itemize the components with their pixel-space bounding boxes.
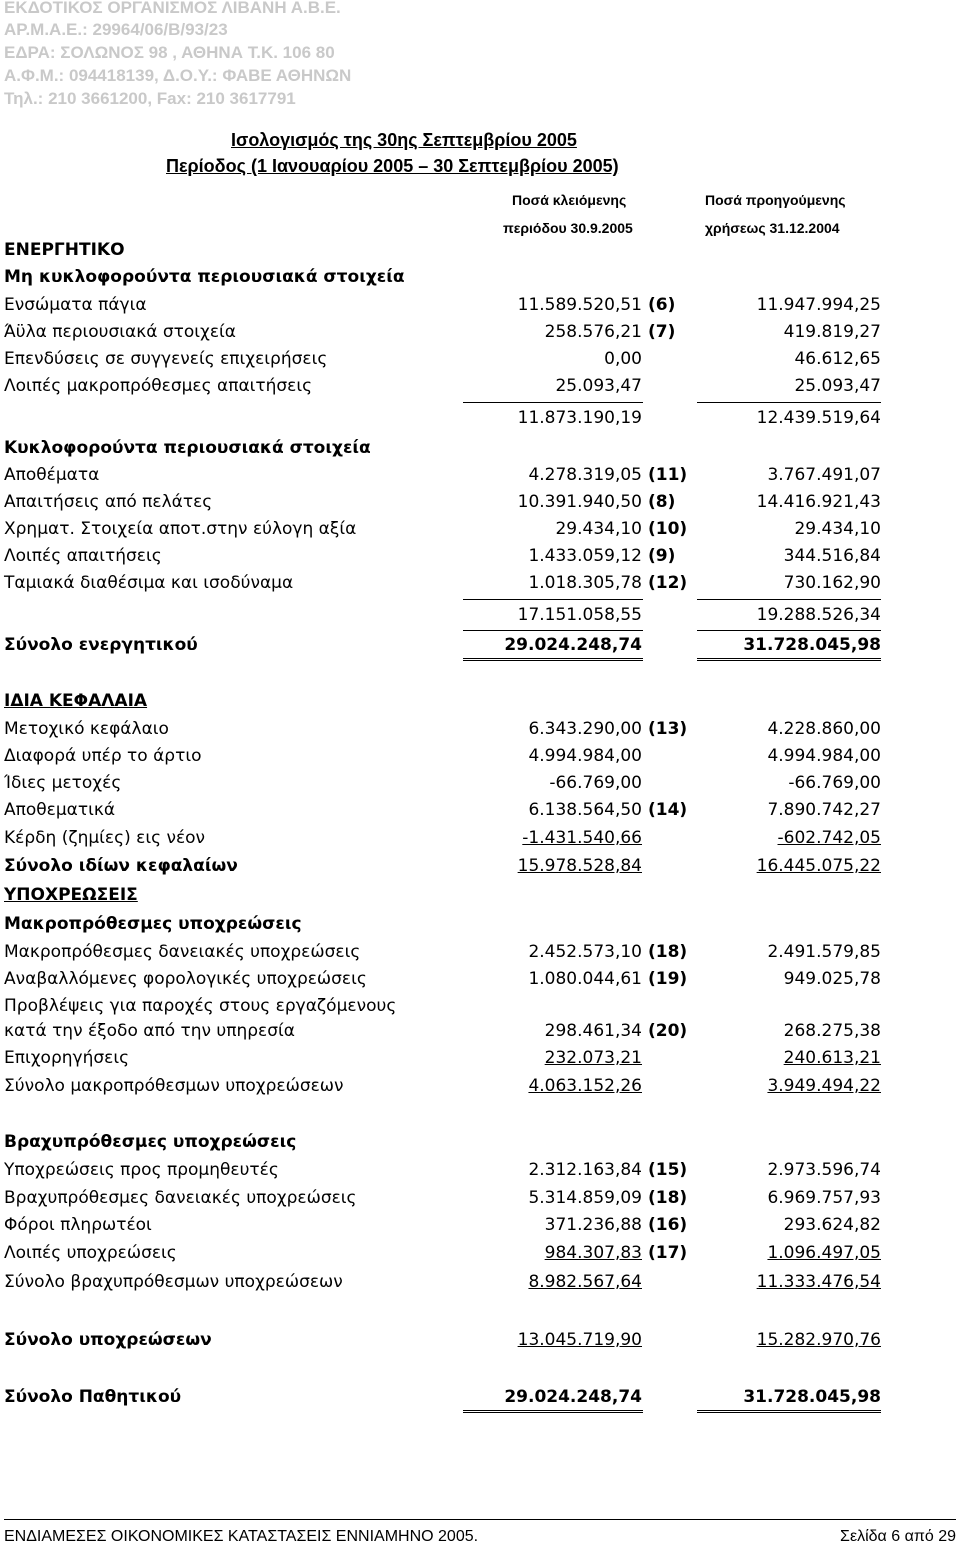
row-previous-value: 25.093,47 bbox=[794, 376, 881, 396]
row-label: κατά την έξοδο από την υπηρεσία bbox=[4, 1021, 295, 1041]
table-row bbox=[0, 940, 960, 964]
table-row bbox=[0, 1186, 960, 1210]
subtotal-current-value: 17.151.058,55 bbox=[517, 605, 642, 625]
row-note-ref: (12) bbox=[648, 573, 688, 593]
row-previous-value: 4.994.984,00 bbox=[767, 746, 881, 766]
row-label: Ενσώματα πάγια bbox=[4, 295, 147, 315]
row-current-value: 1.080.044,61 bbox=[528, 969, 642, 989]
subtotal-label: Σύνολο βραχυπρόθεσμων υποχρεώσεων bbox=[4, 1272, 343, 1292]
row-label: Λοιπές απαιτήσεις bbox=[4, 546, 162, 566]
table-row bbox=[0, 717, 960, 741]
company-name: ΕΚΔΟΤΙΚΟΣ ΟΡΓΑΝΙΣΜΟΣ ΛΙΒΑΝΗ Α.Β.Ε. bbox=[4, 0, 341, 17]
table-row bbox=[0, 347, 960, 371]
total-previous-value: 16.445.075,22 bbox=[756, 856, 881, 876]
subtotal-previous-value: 3.949.494,22 bbox=[767, 1076, 881, 1096]
row-note-ref: (14) bbox=[648, 800, 688, 820]
row-note-ref: (20) bbox=[648, 1021, 688, 1041]
table-row bbox=[0, 1046, 960, 1070]
row-note-ref: (15) bbox=[648, 1160, 688, 1180]
table-row bbox=[0, 293, 960, 317]
row-current-value: 11.589.520,51 bbox=[517, 295, 642, 315]
section-heading-assets: ΕΝΕΡΓΗΤΙΚΟ bbox=[4, 240, 125, 260]
subtotal-current-value: 8.982.567,64 bbox=[528, 1272, 642, 1292]
row-label: Επιχορηγήσεις bbox=[4, 1048, 130, 1068]
row-previous-value: 14.416.921,43 bbox=[756, 492, 881, 512]
subsection-heading-long-term: Μακροπρόθεσμες υποχρεώσεις bbox=[4, 914, 302, 934]
double-rule bbox=[697, 658, 881, 661]
page-title: Ισολογισμός της 30ης Σεπτεμβρίου 2005 bbox=[231, 130, 577, 150]
table-row bbox=[0, 1019, 960, 1043]
table-row bbox=[0, 544, 960, 568]
row-current-value: 4.994.984,00 bbox=[528, 746, 642, 766]
row-previous-value: 11.947.994,25 bbox=[756, 295, 881, 315]
column-current-header: Ποσά κλειόμενης bbox=[512, 192, 627, 208]
row-previous-value: 46.612,65 bbox=[794, 349, 881, 369]
row-note-ref: (18) bbox=[648, 1188, 688, 1208]
table-row bbox=[0, 967, 960, 991]
row-label: Αποθέματα bbox=[4, 465, 100, 485]
total-current-value: 13.045.719,90 bbox=[517, 1330, 642, 1350]
row-current-value: 25.093,47 bbox=[555, 376, 642, 396]
total-row-equity bbox=[0, 854, 960, 878]
row-label: Μετοχικό κεφάλαιο bbox=[4, 719, 169, 739]
subtotal-rule bbox=[463, 599, 643, 600]
row-note-ref: (10) bbox=[648, 519, 688, 539]
company-phone: Τηλ.: 210 3661200, Fax: 210 3617791 bbox=[4, 89, 296, 108]
total-row-assets bbox=[0, 633, 960, 657]
row-current-value: 5.314.859,09 bbox=[528, 1188, 642, 1208]
row-current-value: 258.576,21 bbox=[544, 322, 642, 342]
row-label: Αναβαλλόμενες φορολογικές υποχρεώσεις bbox=[4, 969, 367, 989]
row-previous-value: 419.819,27 bbox=[783, 322, 881, 342]
row-note-ref: (19) bbox=[648, 969, 688, 989]
company-tax-id: Α.Φ.Μ.: 094418139, Δ.Ο.Υ.: ΦΑΒΕ ΑΘΗΝΩΝ bbox=[4, 66, 352, 85]
table-row bbox=[0, 1158, 960, 1182]
company-registry: ΑΡ.Μ.Α.Ε.: 29964/06/Β/93/23 bbox=[4, 20, 228, 39]
subsection-heading-current: Κυκλοφορούντα περιουσιακά στοιχεία bbox=[4, 438, 371, 458]
total-label: Σύνολο ιδίων κεφαλαίων bbox=[4, 856, 238, 876]
subtotal-rule bbox=[697, 599, 881, 600]
subtotal-row bbox=[0, 603, 960, 627]
subtotal-current-value: 4.063.152,26 bbox=[528, 1076, 642, 1096]
table-row bbox=[0, 771, 960, 795]
row-current-value: 0,00 bbox=[604, 349, 642, 369]
row-label: Λοιπές υποχρεώσεις bbox=[4, 1243, 177, 1263]
row-previous-value: 3.767.491,07 bbox=[767, 465, 881, 485]
row-previous-value: 1.096.497,05 bbox=[767, 1243, 881, 1263]
footer-rule bbox=[4, 1519, 956, 1520]
total-label: Σύνολο Παθητικού bbox=[4, 1387, 182, 1407]
row-label: Λοιπές μακροπρόθεσμες απαιτήσεις bbox=[4, 376, 313, 396]
subsection-heading-noncurrent: Μη κυκλοφορούντα περιουσιακά στοιχεία bbox=[4, 267, 405, 287]
row-current-value: 4.278.319,05 bbox=[528, 465, 642, 485]
subtotal-row-long-term bbox=[0, 1074, 960, 1098]
subtotal-rule bbox=[463, 630, 643, 631]
section-heading-liabilities: ΥΠΟΧΡΕΩΣΕΙΣ bbox=[4, 885, 138, 905]
table-row bbox=[0, 1241, 960, 1265]
double-rule bbox=[463, 658, 643, 661]
subtotal-row-short-term bbox=[0, 1270, 960, 1294]
period-title: Περίοδος (1 Ιανουαρίου 2005 – 30 Σεπτεμβρίου 2005) bbox=[166, 156, 619, 176]
total-current-value: 29.024.248,74 bbox=[504, 635, 642, 655]
row-label: Επενδύσεις σε συγγενείς επιχειρήσεις bbox=[4, 349, 328, 369]
row-note-ref: (18) bbox=[648, 942, 688, 962]
total-current-value: 15.978.528,84 bbox=[517, 856, 642, 876]
subtotal-rule bbox=[697, 402, 881, 403]
total-row-passive bbox=[0, 1385, 960, 1409]
double-rule bbox=[463, 1410, 643, 1413]
row-label: Ίδιες μετοχές bbox=[4, 773, 122, 793]
row-current-value: 232.073,21 bbox=[544, 1048, 642, 1068]
table-row bbox=[0, 798, 960, 822]
row-label: Υποχρεώσεις προς προμηθευτές bbox=[4, 1160, 279, 1180]
row-previous-value: 293.624,82 bbox=[783, 1215, 881, 1235]
total-previous-value: 31.728.045,98 bbox=[743, 1387, 881, 1407]
row-previous-value: 2.491.579,85 bbox=[767, 942, 881, 962]
double-rule bbox=[697, 1410, 881, 1413]
row-note-ref: (16) bbox=[648, 1215, 688, 1235]
subtotal-row bbox=[0, 406, 960, 430]
row-label: Διαφορά υπέρ το άρτιο bbox=[4, 746, 202, 766]
row-note-ref: (11) bbox=[648, 465, 688, 485]
page-number: Σελίδα 6 από 29 bbox=[840, 1528, 956, 1545]
company-address: ΕΔΡΑ: ΣΟΛΩΝΟΣ 98 , ΑΘΗΝΑ Τ.Κ. 106 80 bbox=[4, 43, 335, 62]
table-row bbox=[0, 320, 960, 344]
table-row bbox=[0, 1213, 960, 1237]
total-previous-value: 15.282.970,76 bbox=[756, 1330, 881, 1350]
row-current-value: 984.307,83 bbox=[544, 1243, 642, 1263]
subtotal-previous-value: 11.333.476,54 bbox=[756, 1272, 881, 1292]
row-label: Απαιτήσεις από πελάτες bbox=[4, 492, 213, 512]
row-label: Άϋλα περιουσιακά στοιχεία bbox=[4, 322, 236, 342]
row-label: Φόροι πληρωτέοι bbox=[4, 1215, 152, 1235]
row-previous-value: 730.162,90 bbox=[783, 573, 881, 593]
row-current-value: 371.236,88 bbox=[544, 1215, 642, 1235]
row-label: Ταμιακά διαθέσιμα και ισοδύναμα bbox=[4, 573, 294, 593]
table-row bbox=[0, 571, 960, 595]
row-label: Κέρδη (ζημίες) εις νέον bbox=[4, 828, 206, 848]
table-row bbox=[0, 490, 960, 514]
total-label: Σύνολο ενεργητικού bbox=[4, 635, 198, 655]
table-row bbox=[0, 826, 960, 850]
table-row bbox=[0, 374, 960, 398]
row-note-ref: (13) bbox=[648, 719, 688, 739]
row-current-value: -66.769,00 bbox=[549, 773, 642, 793]
total-row-liabilities bbox=[0, 1328, 960, 1352]
subtotal-current-value: 11.873.190,19 bbox=[517, 408, 642, 428]
row-current-value: 1.433.059,12 bbox=[528, 546, 642, 566]
table-row bbox=[0, 517, 960, 541]
row-previous-value: 6.969.757,93 bbox=[767, 1188, 881, 1208]
table-row-label-line bbox=[0, 994, 960, 1018]
row-current-value: 2.312.163,84 bbox=[528, 1160, 642, 1180]
row-note-ref: (9) bbox=[648, 546, 676, 566]
row-label: Μακροπρόθεσμες δανειακές υποχρεώσεις bbox=[4, 942, 361, 962]
row-current-value: 1.018.305,78 bbox=[528, 573, 642, 593]
row-current-value: 6.138.564,50 bbox=[528, 800, 642, 820]
row-previous-value: 7.890.742,27 bbox=[767, 800, 881, 820]
subtotal-rule bbox=[463, 402, 643, 403]
row-previous-value: 344.516,84 bbox=[783, 546, 881, 566]
subtotal-rule bbox=[697, 630, 881, 631]
section-heading-equity: ΙΔΙΑ ΚΕΦΑΛΑΙΑ bbox=[4, 691, 148, 711]
row-note-ref: (8) bbox=[648, 492, 676, 512]
column-previous-date: χρήσεως 31.12.2004 bbox=[705, 220, 840, 236]
row-current-value: -1.431.540,66 bbox=[522, 828, 642, 848]
row-previous-value: 29.434,10 bbox=[794, 519, 881, 539]
row-previous-value: 240.613,21 bbox=[783, 1048, 881, 1068]
subtotal-previous-value: 19.288.526,34 bbox=[756, 605, 881, 625]
total-previous-value: 31.728.045,98 bbox=[743, 635, 881, 655]
row-previous-value: -602.742,05 bbox=[777, 828, 881, 848]
row-label: Βραχυπρόθεσμες δανειακές υποχρεώσεις bbox=[4, 1188, 357, 1208]
table-row bbox=[0, 463, 960, 487]
row-previous-value: 4.228.860,00 bbox=[767, 719, 881, 739]
subtotal-previous-value: 12.439.519,64 bbox=[756, 408, 881, 428]
subtotal-label: Σύνολο μακροπρόθεσμων υποχρεώσεων bbox=[4, 1076, 344, 1096]
row-current-value: 2.452.573,10 bbox=[528, 942, 642, 962]
subsection-heading-short-term: Βραχυπρόθεσμες υποχρεώσεις bbox=[4, 1132, 297, 1152]
row-current-value: 298.461,34 bbox=[544, 1021, 642, 1041]
row-note-ref: (7) bbox=[648, 322, 676, 342]
row-current-value: 6.343.290,00 bbox=[528, 719, 642, 739]
row-label: Αποθεματικά bbox=[4, 800, 116, 820]
row-previous-value: 2.973.596,74 bbox=[767, 1160, 881, 1180]
column-current-date: περιόδου 30.9.2005 bbox=[503, 220, 633, 236]
column-previous-header: Ποσά προηγούμενης bbox=[705, 192, 846, 208]
row-label: Προβλέψεις για παροχές στους εργαζόμενους bbox=[4, 996, 397, 1016]
row-current-value: 29.434,10 bbox=[555, 519, 642, 539]
row-previous-value: 268.275,38 bbox=[783, 1021, 881, 1041]
row-previous-value: -66.769,00 bbox=[788, 773, 881, 793]
total-current-value: 29.024.248,74 bbox=[504, 1387, 642, 1407]
footer-title: ΕΝΔΙΑΜΕΣΕΣ ΟΙΚΟΝΟΜΙΚΕΣ ΚΑΤΑΣΤΑΣΕΙΣ ΕΝΝΙΑΜΗΝΟ 2005. bbox=[4, 1528, 479, 1545]
table-row bbox=[0, 744, 960, 768]
row-label: Χρηματ. Στοιχεία αποτ.στην εύλογη αξία bbox=[4, 519, 357, 539]
row-note-ref: (6) bbox=[648, 295, 676, 315]
total-label: Σύνολο υποχρεώσεων bbox=[4, 1330, 212, 1350]
row-previous-value: 949.025,78 bbox=[783, 969, 881, 989]
row-note-ref: (17) bbox=[648, 1243, 688, 1263]
row-current-value: 10.391.940,50 bbox=[517, 492, 642, 512]
